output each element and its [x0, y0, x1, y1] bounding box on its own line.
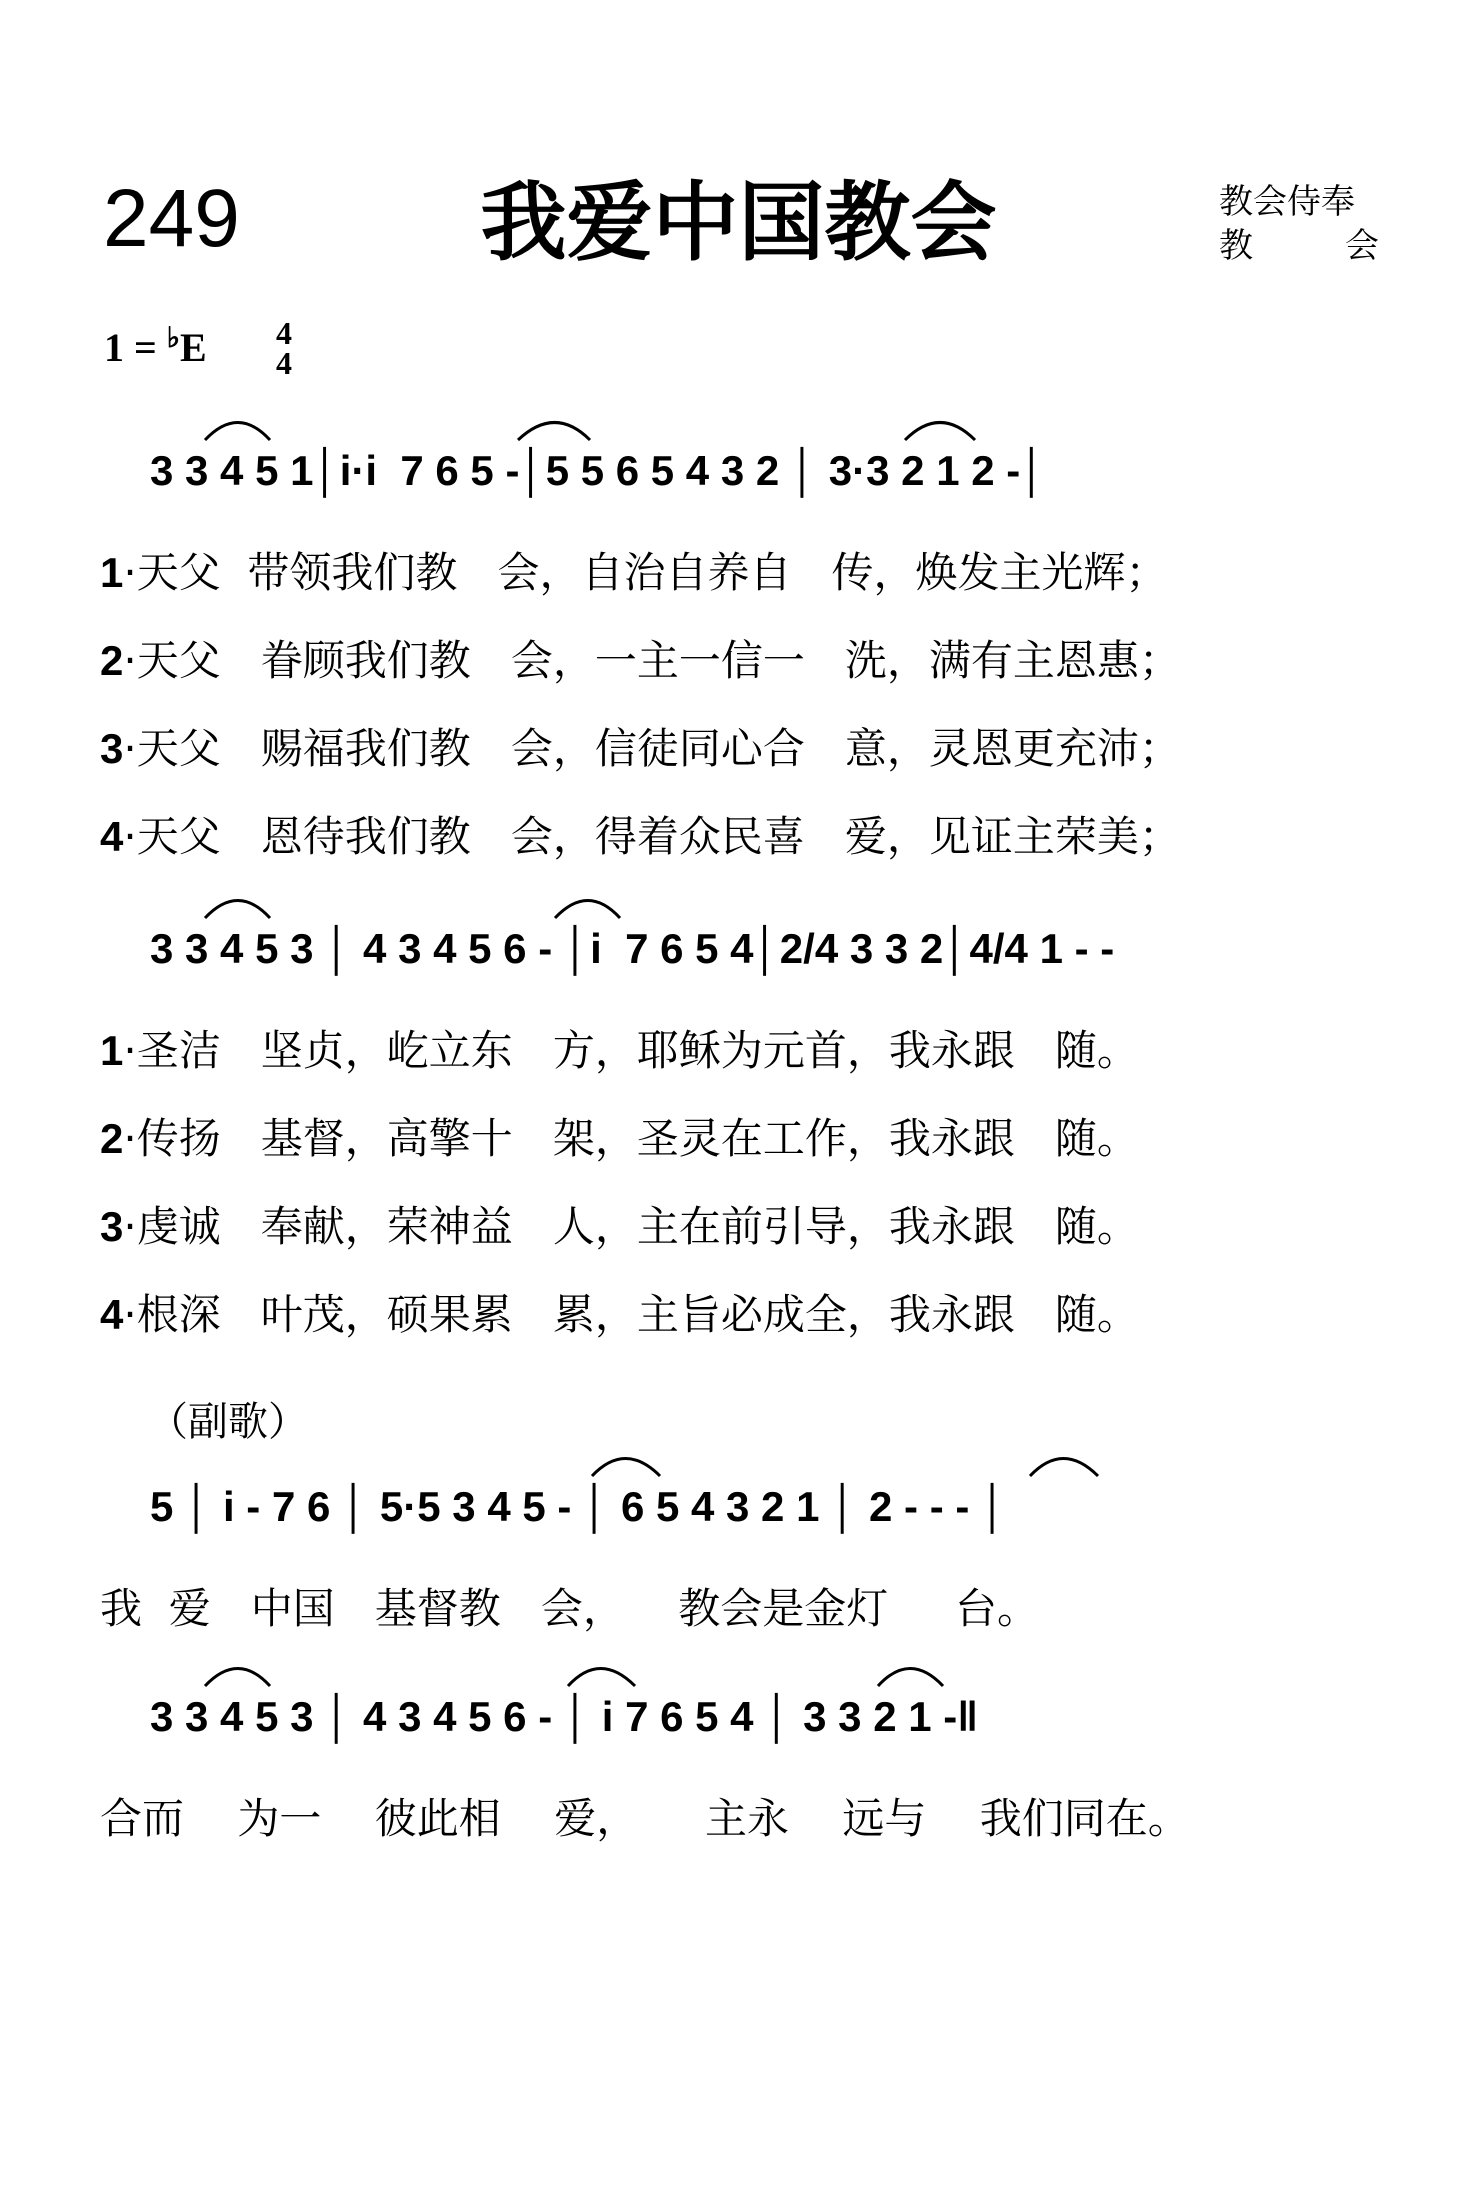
credit-lyrics: 教会侍奉: [1219, 182, 1355, 222]
verse-line: 1·圣洁 坚贞，屹立东 方，耶稣为元首，我永跟 随。: [100, 1026, 1139, 1075]
verse-line: 3·虔诚 奉献，荣神益 人，主在前引导，我永跟 随。: [100, 1202, 1139, 1251]
key-signature: 1 = ♭E: [104, 323, 207, 370]
slur: [568, 1669, 635, 1687]
hymn-title: 我爱中国教会: [480, 173, 997, 273]
time-signature: 4 4: [276, 315, 292, 381]
verse-line: 4·天父 恩待我们教 会，得着众民喜 爱，见证主荣美；: [100, 812, 1181, 861]
slur: [592, 1459, 660, 1477]
chorus-lyric-line: 我 爱 中国 基督教 会， 教会是金灯 台。: [100, 1584, 1040, 1633]
notation-line-1: 3 3 4 5 1│i·i 7 6 5 -│5 5 6 5 4 3 2 │ 3·3 2 1 2 -│: [150, 447, 1047, 494]
slur: [205, 1669, 270, 1687]
slur: [878, 1669, 943, 1687]
chorus-label: （副歌）: [148, 1399, 308, 1445]
verse-line: 3·天父 赐福我们教 会，信徒同心合 意，灵恩更充沛；: [100, 724, 1181, 773]
notation-line-2: 3 3 4 5 3 │ 4 3 4 5 6 - │i 7 6 5 4│2/4 3 3 2│4/4 1 - -: [150, 925, 1115, 972]
notation-line-3: 5 │ i - 7 6 │ 5·5 3 4 5 - │ 6 5 4 3 2 1 │ 2 - - - │: [150, 1483, 1008, 1530]
chorus-lyric-line: 合而 为一 彼此相 爱， 主永 远与 我们同在。: [100, 1794, 1190, 1843]
notation-line-4: 3 3 4 5 3 │ 4 3 4 5 6 - │ i 7 6 5 4 │ 3 3 2 1 -‖: [150, 1693, 979, 1740]
slur: [1030, 1459, 1098, 1477]
credit-music: 教 会: [1219, 226, 1379, 266]
slur: [555, 901, 620, 919]
verse-line: 1·天父 带领我们教 会，自治自养自 传，焕发主光辉；: [100, 548, 1168, 597]
slur: [205, 901, 270, 919]
verse-line: 4·根深 叶茂，硕果累 累，主旨必成全，我永跟 随。: [100, 1290, 1139, 1339]
verse-line: 2·传扬 基督，高擎十 架，圣灵在工作，我永跟 随。: [100, 1114, 1139, 1163]
hymn-number: 249: [103, 173, 240, 264]
slur: [205, 423, 270, 441]
slur: [518, 423, 590, 441]
slur: [905, 423, 975, 441]
verse-line: 2·天父 眷顾我们教 会，一主一信一 洗，满有主恩惠；: [100, 636, 1181, 685]
